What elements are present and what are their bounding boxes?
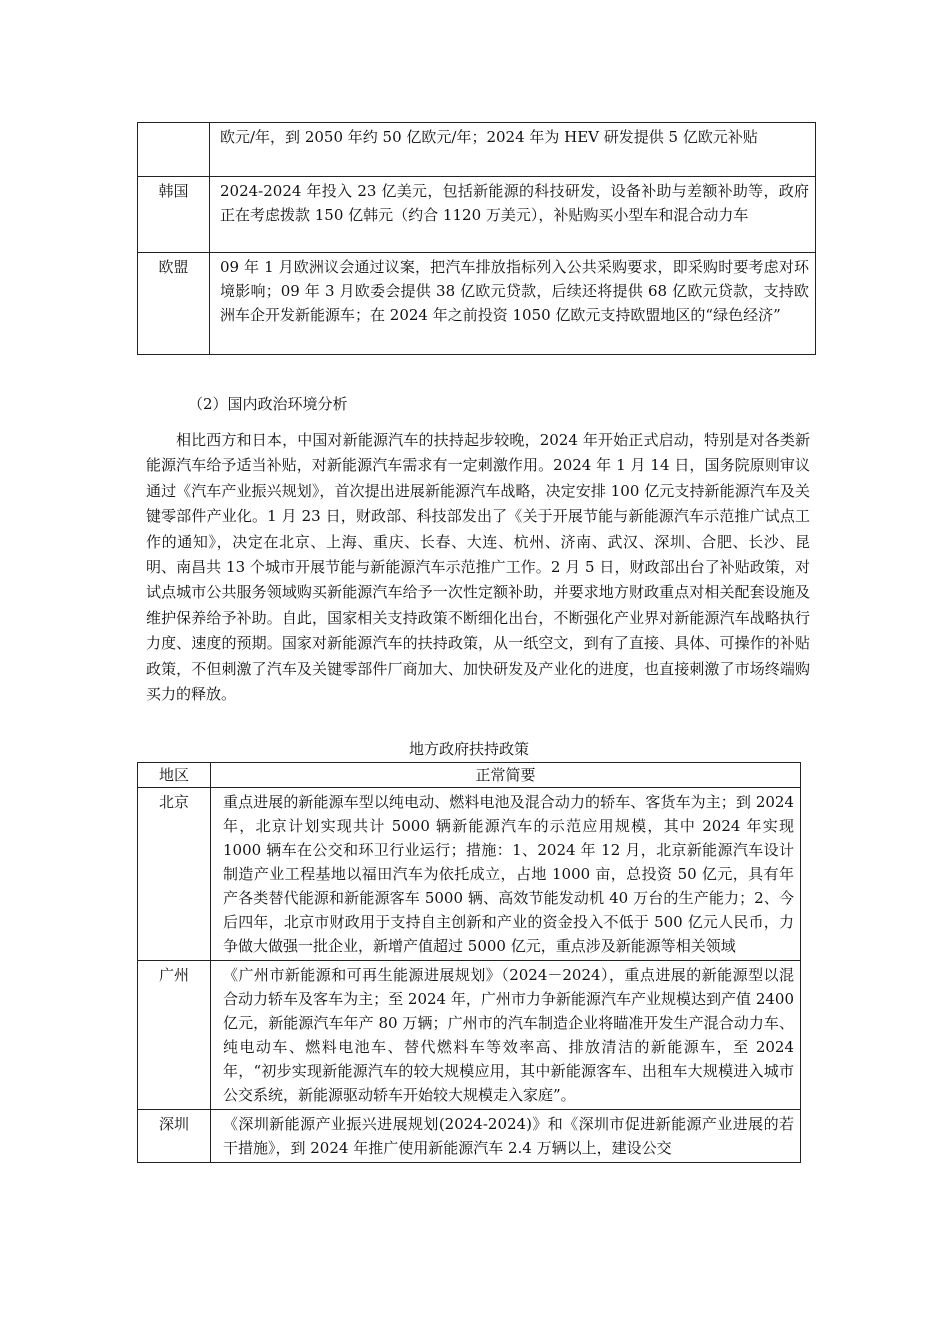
region-cell: 韩国 [138,177,210,253]
policy-cell: 欧元/年，到 2050 年约 50 亿欧元/年；2024 年为 HEV 研发提供 5 亿欧元补贴 [210,123,816,177]
local-policy-table [137,762,801,1163]
body-paragraph: 相比西方和日本，中国对新能源汽车的扶持起步较晚，2024 年开始正式启动，特别是对各类新能源汽车给予适当补贴，对新能源汽车需求有一定刺激作用。2024 年 1 月 14 日，国务院原则审议通过《汽车产业振兴规划》，首次提出进展新能源汽车战略，决定安排 100 亿元支持新能源汽车及关键零部件产业化。1 月 23 日，财政部、科技部发出了《关于开展节能与新能源汽车示范推广试点工作的通知》，决定在北京、上海、重庆、长春、大连、杭州、济南、武汉、深圳、合肥、长沙、昆明、南昌共 13 个城市开展节能与新能源汽车示范推广工作。2 月 5 日，财政部出台了补贴政策，对试点城市公共服务领域购买新能源汽车给予一次性定额补助，并要求地方财政重点对相关配套设施及维护保养给予补助。自此，国家相关支持政策不断细化出台，不断强化产业界对新能源汽车战略执行力度、速度的预期。国家对新能源汽车的扶持政策，从一纸空文，到有了直接、具体、可操作的补贴政策，不但刺激了汽车及关键零部件厂商加大、加快研发及产业化的进度，也直接刺激了市场终端购买力的释放。 [146,431,810,704]
policy-cell: 《广州市新能源和可再生能源进展规划》（2024－2024），重点进展的新能源型以混合动力轿车及客车为主；至 2024 年，广州市力争新能源汽车产业规模达到产值 2400 亿元，新能源汽车年产 80 万辆；广州市的汽车制造企业将瞄准开发生产混合动力车、纯电动车、燃料电池车、替代燃料车等效率高、排放清洁的新能源车，至 2024 年，“初步实现新能源汽车的较大规模应用，其中新能源客车、出租车大规模进入城市公交系统，新能源驱动轿车开始较大规模走入家庭”。 [211,961,801,1110]
section-heading: （2）国内政治环境分析 [188,395,348,413]
table-caption: 地方政府扶持政策 [408,740,529,758]
table-row [138,961,801,1110]
international-policy-table [137,122,816,355]
policy-cell: 《深圳新能源产业振兴进展规划(2024-2024)》和《深圳市促进新能源产业进展的若干措施》，到 2024 年推广使用新能源汽车 2.4 万辆以上，建设公交 [211,1110,801,1163]
region-cell: 深圳 [138,1110,211,1163]
region-cell: 欧盟 [138,253,210,355]
table-row [138,177,816,253]
table-row [138,788,801,961]
column-header-summary: 正常简要 [211,763,801,788]
policy-cell: 2024-2024 年投入 23 亿美元，包括新能源的科技研发，设备补助与差额补助等，政府正在考虑拨款 150 亿韩元（约合 1120 万美元），补贴购买小型车和混合动力车 [210,177,816,253]
table-row [138,123,816,177]
region-cell: 广州 [138,961,211,1110]
region-cell: 北京 [138,788,211,961]
column-header-region: 地区 [138,763,211,788]
table-row [138,253,816,355]
region-cell [138,123,210,177]
policy-cell: 重点进展的新能源车型以纯电动、燃料电池及混合动力的轿车、客货车为主；到 2024 年，北京计划实现共计 5000 辆新能源汽车的示范应用规模，其中 2024 年实现 1000 辆车在公交和环卫行业运行；措施：1、2024 年 12 月，北京新能源汽车设计制造产业工程基地以福田汽车为依托成立，占地 1000 亩，总投资 50 亿元，具有年产各类替代能源和新能源客车 5000 辆、高效节能发动机 40 万台的生产能力；2、今后四年，北京市财政用于支持自主创新和产业的资金投入不低于 500 亿元人民币，力争做大做强一批企业，新增产值超过 5000 亿元，重点涉及新能源等相关领域 [211,788,801,961]
table-row [138,1110,801,1163]
policy-cell: 09 年 1 月欧洲议会通过议案，把汽车排放指标列入公共采购要求，即采购时要考虑对环境影响；09 年 3 月欧委会提供 38 亿欧元贷款，后续还将提供 68 亿欧元贷款，支持欧洲车企开发新能源车；在 2024 年之前投资 1050 亿欧元支持欧盟地区的“绿色经济” [210,253,816,355]
table-header-row [138,763,801,788]
